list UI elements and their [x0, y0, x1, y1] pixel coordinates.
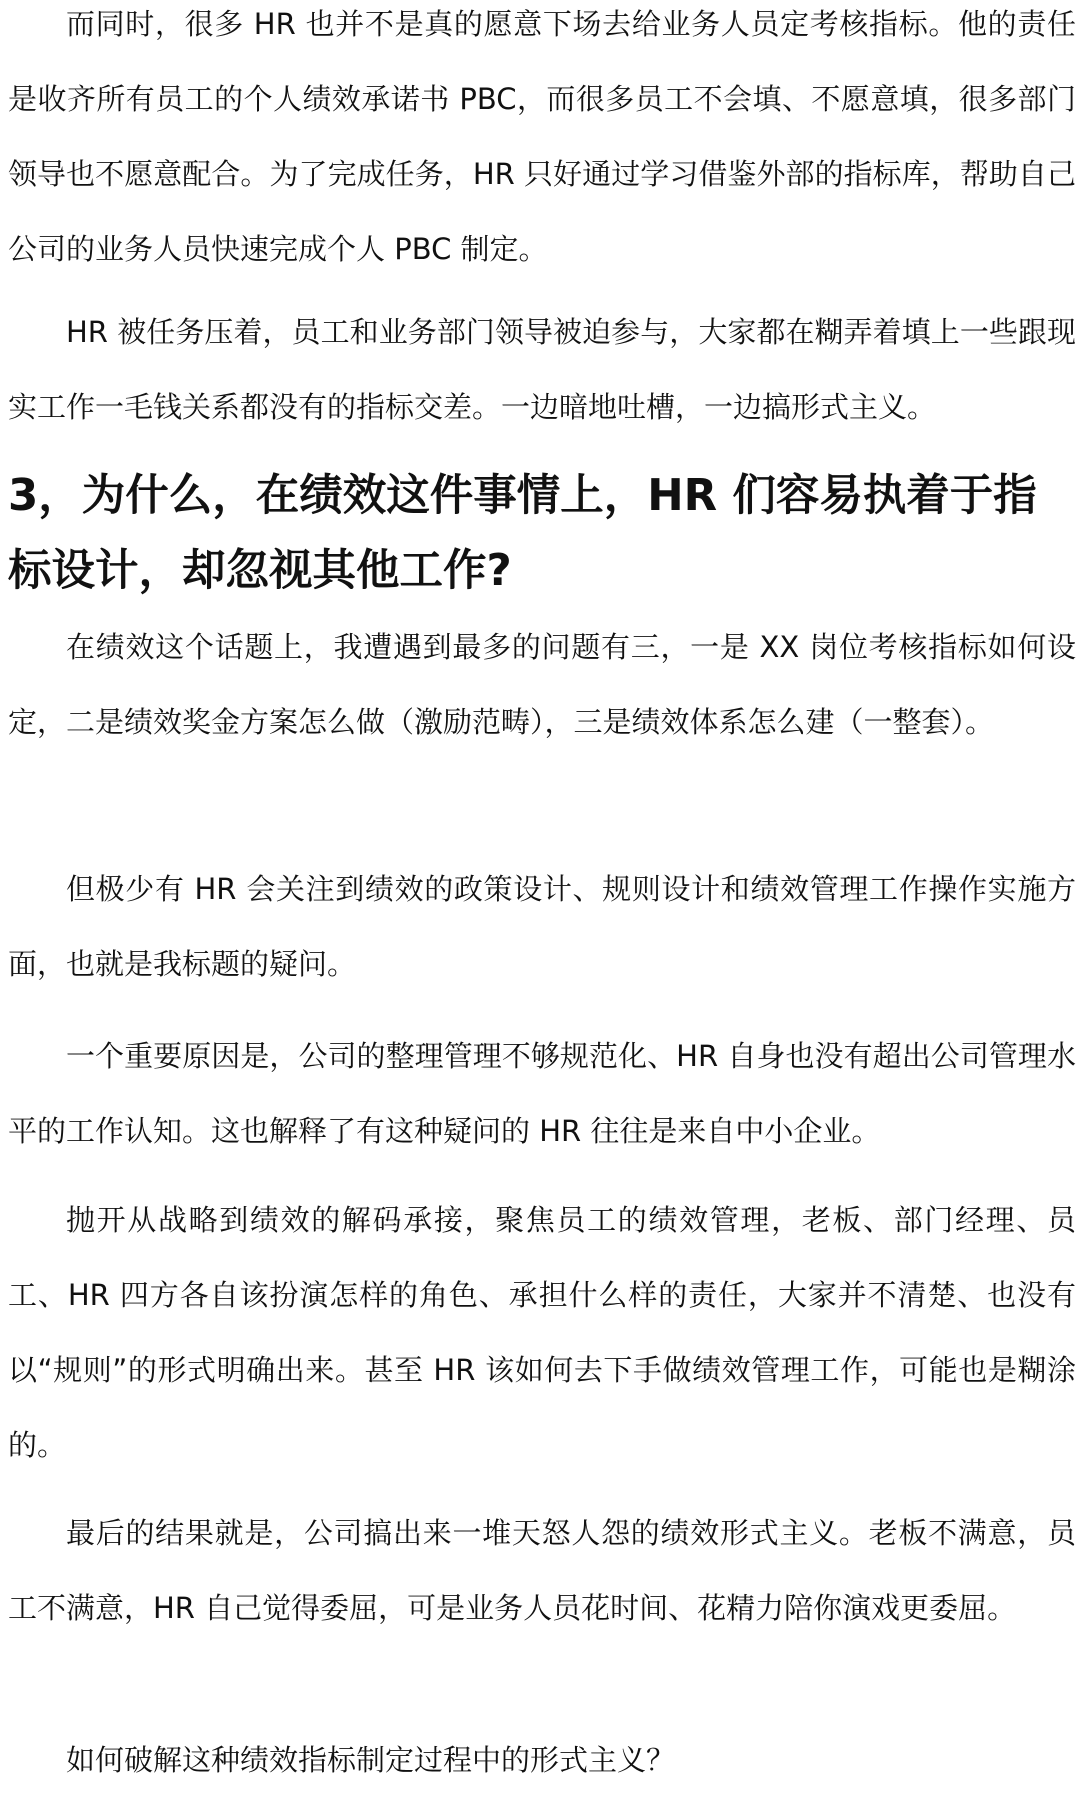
section-heading-3: 3，为什么，在绩效这件事情上，HR 们容易执着于指标设计，却忽视其他工作?: [8, 471, 1037, 596]
paragraph-formalism: HR 被任务压着，员工和业务部门领导被迫参与，大家都在糊弄着填上一些跟现实工作一毛钱关系都没有的指标交差。一边暗地吐槽，一边搞形式主义。: [8, 315, 1076, 424]
paragraph-common-questions: 在绩效这个话题上，我遭遇到最多的问题有三，一是 XX 岗位考核指标如何设定，二是绩效奖金方案怎么做（激励范畴），三是绩效体系怎么建（一整套）。: [8, 630, 1076, 739]
paragraph-policy-design: 但极少有 HR 会关注到绩效的政策设计、规则设计和绩效管理工作操作实施方面，也就是我标题的疑问。: [8, 872, 1076, 981]
paragraph-roles-responsibilities: 抛开从战略到绩效的解码承接，聚焦员工的绩效管理，老板、部门经理、员工、HR 四方各自该扮演怎样的角色、承担什么样的责任，大家并不清楚、也没有以“规则”的形式明确出来。甚至 HR 该如何去下手做绩效管理工作，可能也是糊涂的。: [8, 1203, 1076, 1462]
paragraph-important-reason: 一个重要原因是，公司的整理管理不够规范化、HR 自身也没有超出公司管理水平的工作认知。这也解释了有这种疑问的 HR 往往是来自中小企业。: [8, 1039, 1076, 1148]
paragraph-hr-reluctance: 而同时，很多 HR 也并不是真的愿意下场去给业务人员定考核指标。他的责任是收齐所有员工的个人绩效承诺书 PBC，而很多员工不会填、不愿意填，很多部门领导也不愿意配合。为了完成任务，HR 只好通过学习借鉴外部的指标库，帮助自己公司的业务人员快速完成个人 PBC 制定。: [8, 7, 1076, 266]
paragraph-result: 最后的结果就是，公司搞出来一堆天怒人怨的绩效形式主义。老板不满意，员工不满意，HR 自己觉得委屈，可是业务人员花时间、花精力陪你演戏更委屈。: [8, 1516, 1076, 1625]
paragraph-question: 如何破解这种绩效指标制定过程中的形式主义？: [66, 1743, 676, 1777]
